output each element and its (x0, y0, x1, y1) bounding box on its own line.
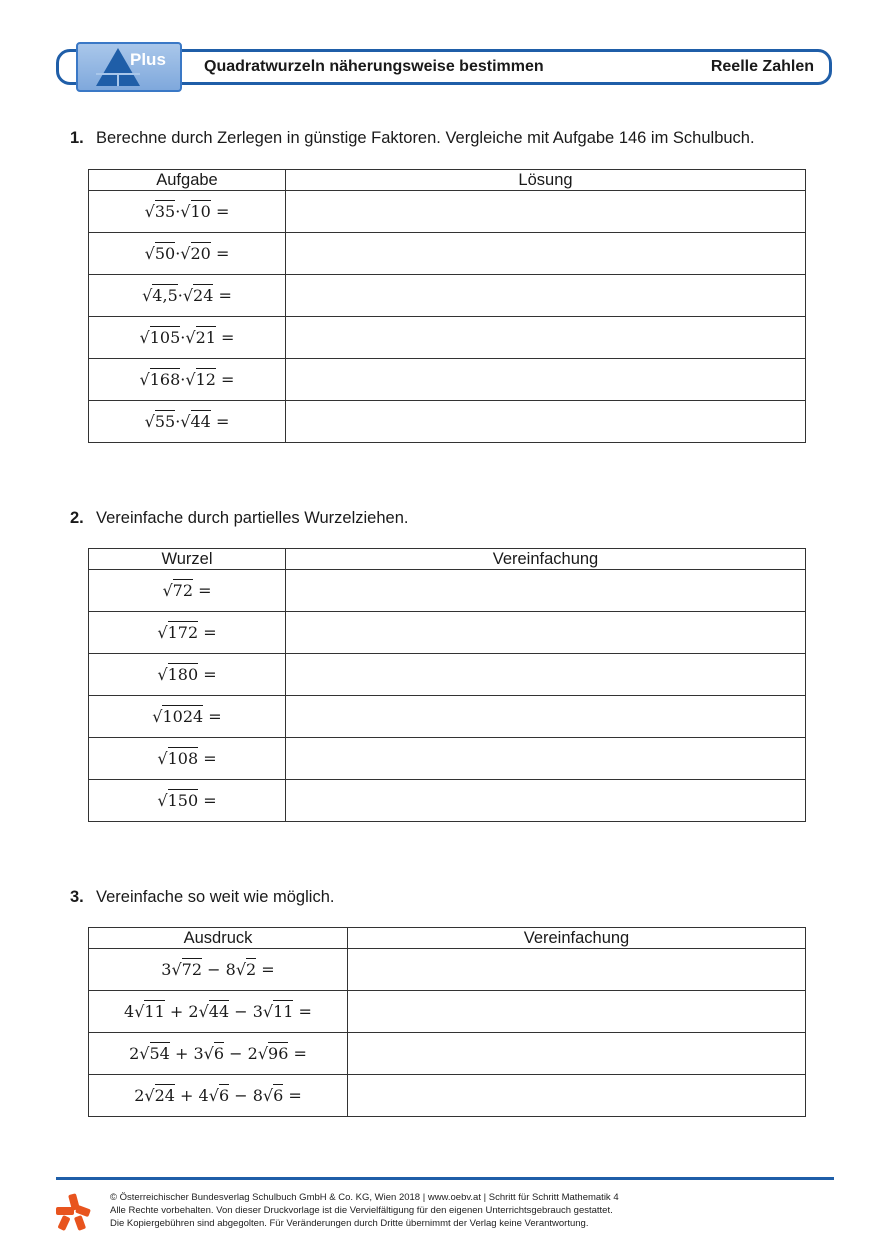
table-row (89, 317, 806, 359)
radical-sign: √ (180, 411, 191, 431)
square-root (162, 581, 193, 600)
equals-sign: = (203, 706, 222, 726)
radicand: 180 (167, 664, 199, 684)
answer-cell[interactable] (286, 317, 806, 359)
table-1 (88, 169, 806, 443)
coefficient: 8 (252, 1085, 263, 1105)
radicand: 105 (149, 327, 181, 347)
math-expression (152, 707, 221, 726)
radical-sign: √ (235, 959, 247, 979)
equals-sign: = (210, 411, 230, 431)
table-header (89, 170, 806, 191)
task-number: 3. (70, 888, 84, 906)
radical-sign: √ (182, 285, 194, 305)
table-row (89, 275, 806, 317)
radicand: 96 (268, 1043, 289, 1063)
radical-sign: √ (157, 790, 168, 810)
radical-sign: √ (157, 622, 168, 642)
square-root (157, 665, 198, 684)
equals-sign: = (293, 1001, 312, 1021)
equals-sign: = (215, 327, 235, 347)
operator: − (234, 1085, 248, 1105)
square-root (263, 1002, 294, 1021)
answer-cell[interactable] (286, 696, 806, 738)
radical-sign: √ (142, 285, 153, 305)
answer-cell[interactable] (348, 949, 806, 991)
chapter-title: Reelle Zahlen (710, 58, 814, 75)
table-row (89, 738, 806, 780)
equals-sign: = (198, 790, 217, 810)
square-root (236, 960, 256, 979)
expression-cell (89, 191, 286, 233)
task-text: Berechne durch Zerlegen in günstige Faktoren. Vergleiche mit Aufgabe 146 im Schulbuch. (96, 129, 755, 147)
task-number: 1. (70, 129, 84, 147)
radicand: 21 (195, 327, 216, 347)
task-1 (70, 129, 755, 148)
coefficient: 2 (247, 1043, 258, 1063)
radical-sign: √ (157, 748, 168, 768)
radical-sign: √ (144, 411, 155, 431)
column-header: Vereinfachung (348, 928, 806, 949)
task-text: Vereinfache so weit wie möglich. (96, 888, 335, 906)
expression-cell (89, 991, 348, 1033)
table-row (89, 991, 806, 1033)
square-root (157, 623, 198, 642)
table-header (89, 549, 806, 570)
equals-sign: = (213, 285, 232, 305)
expression-cell (89, 696, 286, 738)
math-expression (145, 202, 230, 221)
radicand: 6 (218, 1085, 230, 1105)
operator: − (234, 1001, 248, 1021)
table-row (89, 1075, 806, 1117)
square-root (144, 1086, 175, 1105)
radicand: 44 (208, 1001, 230, 1021)
square-root (204, 1044, 224, 1063)
square-root (258, 1044, 289, 1063)
table-row (89, 233, 806, 275)
radical-sign: √ (257, 1043, 269, 1063)
radical-sign: √ (171, 959, 182, 979)
expression-cell (89, 275, 286, 317)
equals-sign: = (215, 369, 235, 389)
column-header: Ausdruck (89, 928, 348, 949)
radical-sign: √ (134, 1001, 145, 1021)
footer-divider (56, 1177, 834, 1180)
expression-cell (89, 317, 286, 359)
answer-cell[interactable] (348, 1033, 806, 1075)
operator: · (177, 285, 183, 305)
operator: + (174, 1043, 189, 1063)
square-root (180, 412, 211, 431)
radical-sign: √ (180, 243, 191, 263)
expression-cell (89, 949, 348, 991)
equals-sign: = (288, 1043, 307, 1063)
radicand: 150 (167, 790, 199, 810)
table-3 (88, 927, 806, 1117)
radicand: 168 (149, 369, 181, 389)
operator: · (180, 369, 186, 389)
table-row (89, 780, 806, 822)
square-root (140, 370, 181, 389)
expression-cell (89, 1033, 348, 1075)
footer-line-1: © Österreichischer Bundesverlag Schulbuch GmbH & Co. KG, Wien 2018 | www.oebv.at | Schritt für Schritt Mathematik 4 (110, 1192, 619, 1203)
table-row (89, 1033, 806, 1075)
radical-sign: √ (185, 327, 196, 347)
equals-sign: = (283, 1085, 302, 1105)
expression-cell (89, 612, 286, 654)
radicand: 10 (190, 201, 211, 221)
table-row (89, 696, 806, 738)
equals-sign: = (193, 580, 212, 600)
equals-sign: = (198, 664, 217, 684)
square-root (263, 1086, 283, 1105)
task-text: Vereinfache durch partielles Wurzelziehen. (96, 509, 409, 527)
expression-cell (89, 570, 286, 612)
radicand: 2 (246, 959, 257, 979)
coefficient: 4 (198, 1085, 209, 1105)
math-expression (157, 665, 216, 684)
expression-cell (89, 738, 286, 780)
square-root (180, 244, 211, 263)
answer-cell[interactable] (286, 654, 806, 696)
radicand: 11 (273, 1001, 294, 1021)
coefficient: 2 (129, 1043, 140, 1063)
math-expression (162, 581, 211, 600)
radicand: 72 (172, 580, 194, 600)
radicand: 172 (167, 622, 199, 642)
coefficient: 4 (124, 1001, 135, 1021)
radicand: 12 (195, 369, 216, 389)
radical-sign: √ (203, 1043, 214, 1063)
logo-text: Plus (130, 50, 166, 69)
task-number: 2. (70, 509, 84, 527)
operator: − (207, 959, 221, 979)
square-root (185, 370, 216, 389)
square-root (152, 707, 203, 726)
radicand: 1024 (162, 706, 204, 726)
radicand: 108 (167, 748, 199, 768)
radical-sign: √ (139, 1043, 150, 1063)
column-header: Aufgabe (89, 170, 286, 191)
expression-cell (89, 233, 286, 275)
operator: · (180, 327, 186, 347)
column-header: Vereinfachung (286, 549, 806, 570)
math-expression (129, 1044, 307, 1063)
math-expression (161, 960, 274, 979)
operator: + (180, 1085, 194, 1105)
radicand: 24 (193, 285, 214, 305)
plus-logo (76, 42, 182, 92)
square-root (157, 791, 198, 810)
equals-sign: = (198, 622, 217, 642)
radical-sign: √ (198, 1001, 209, 1021)
radical-sign: √ (162, 580, 173, 600)
table-row (89, 612, 806, 654)
radical-sign: √ (208, 1085, 219, 1105)
radical-sign: √ (262, 1001, 274, 1021)
footer-line-3: Die Kopiergebühren sind abgegolten. Für Veränderungen durch Dritte übernimmt der Verlag keine Verantwortung. (110, 1218, 589, 1229)
radicand: 55 (154, 411, 176, 431)
math-expression (134, 1086, 302, 1105)
radicand: 35 (154, 201, 176, 221)
answer-cell[interactable] (348, 991, 806, 1033)
publisher-logo-icon (54, 1192, 94, 1232)
operator: · (175, 243, 181, 263)
radicand: 44 (190, 411, 211, 431)
equals-sign: = (256, 959, 275, 979)
math-expression (157, 791, 216, 810)
math-expression (142, 286, 232, 305)
square-root (140, 328, 181, 347)
math-expression (140, 370, 235, 389)
radical-sign: √ (152, 706, 163, 726)
radicand: 72 (181, 959, 203, 979)
footer-text (110, 1191, 619, 1230)
equals-sign: = (210, 243, 230, 263)
math-expression (145, 412, 230, 431)
radical-sign: √ (157, 664, 168, 684)
square-root (145, 244, 176, 263)
square-root (180, 202, 211, 221)
operator: · (175, 411, 181, 431)
math-expression (157, 623, 216, 642)
radical-sign: √ (144, 243, 155, 263)
radical-sign: √ (139, 327, 150, 347)
radicand: 4,5 (152, 285, 178, 305)
math-expression (124, 1002, 312, 1021)
table-row (89, 401, 806, 443)
answer-cell[interactable] (286, 275, 806, 317)
square-root (185, 328, 216, 347)
math-expression (157, 749, 216, 768)
answer-cell[interactable] (286, 401, 806, 443)
answer-cell[interactable] (286, 780, 806, 822)
expression-cell (89, 359, 286, 401)
radical-sign: √ (144, 201, 155, 221)
square-root (134, 1002, 165, 1021)
radical-sign: √ (180, 201, 191, 221)
answer-cell[interactable] (286, 612, 806, 654)
page-title: Quadratwurzeln näherungsweise bestimmen (204, 58, 544, 75)
radical-sign: √ (144, 1085, 155, 1105)
radicand: 50 (154, 243, 176, 263)
square-root (142, 286, 178, 305)
coefficient: 8 (225, 959, 236, 979)
table-row (89, 570, 806, 612)
radicand: 6 (213, 1043, 225, 1063)
answer-cell[interactable] (286, 570, 806, 612)
radicand: 54 (149, 1043, 170, 1063)
answer-cell[interactable] (286, 359, 806, 401)
square-root (171, 960, 202, 979)
coefficient: 2 (134, 1085, 145, 1105)
coefficient: 2 (188, 1001, 199, 1021)
table-2 (88, 548, 806, 822)
answer-cell[interactable] (286, 191, 806, 233)
square-root (209, 1086, 229, 1105)
equals-sign: = (198, 748, 217, 768)
operator: · (175, 201, 181, 221)
radicand: 6 (273, 1085, 284, 1105)
radical-sign: √ (139, 369, 150, 389)
table-row (89, 654, 806, 696)
table-row (89, 949, 806, 991)
square-root (157, 749, 198, 768)
answer-cell[interactable] (286, 233, 806, 275)
footer-line-2: Alle Rechte vorbehalten. Von dieser Druckvorlage ist die Vervielfältigung für den eigenen Unterrichtsgebrauch gestattet. (110, 1205, 613, 1216)
column-header: Lösung (286, 170, 806, 191)
column-header: Wurzel (89, 549, 286, 570)
table-row (89, 191, 806, 233)
radicand: 11 (144, 1001, 165, 1021)
expression-cell (89, 401, 286, 443)
task-2 (70, 509, 408, 528)
operator: + (169, 1001, 184, 1021)
expression-cell (89, 780, 286, 822)
math-expression (145, 244, 230, 263)
square-root (139, 1044, 170, 1063)
expression-cell (89, 1075, 348, 1117)
radicand: 20 (190, 243, 211, 263)
radical-sign: √ (185, 369, 196, 389)
square-root (199, 1002, 230, 1021)
equals-sign: = (210, 201, 230, 221)
answer-cell[interactable] (286, 738, 806, 780)
answer-cell[interactable] (348, 1075, 806, 1117)
operator: − (229, 1043, 243, 1063)
square-root (145, 202, 176, 221)
radicand: 24 (154, 1085, 175, 1105)
math-expression (140, 328, 235, 347)
radical-sign: √ (262, 1085, 274, 1105)
square-root (183, 286, 214, 305)
coefficient: 3 (193, 1043, 204, 1063)
expression-cell (89, 654, 286, 696)
table-row (89, 359, 806, 401)
table-header (89, 928, 806, 949)
task-3 (70, 888, 334, 907)
square-root (145, 412, 176, 431)
coefficient: 3 (252, 1001, 263, 1021)
coefficient: 3 (161, 959, 172, 979)
